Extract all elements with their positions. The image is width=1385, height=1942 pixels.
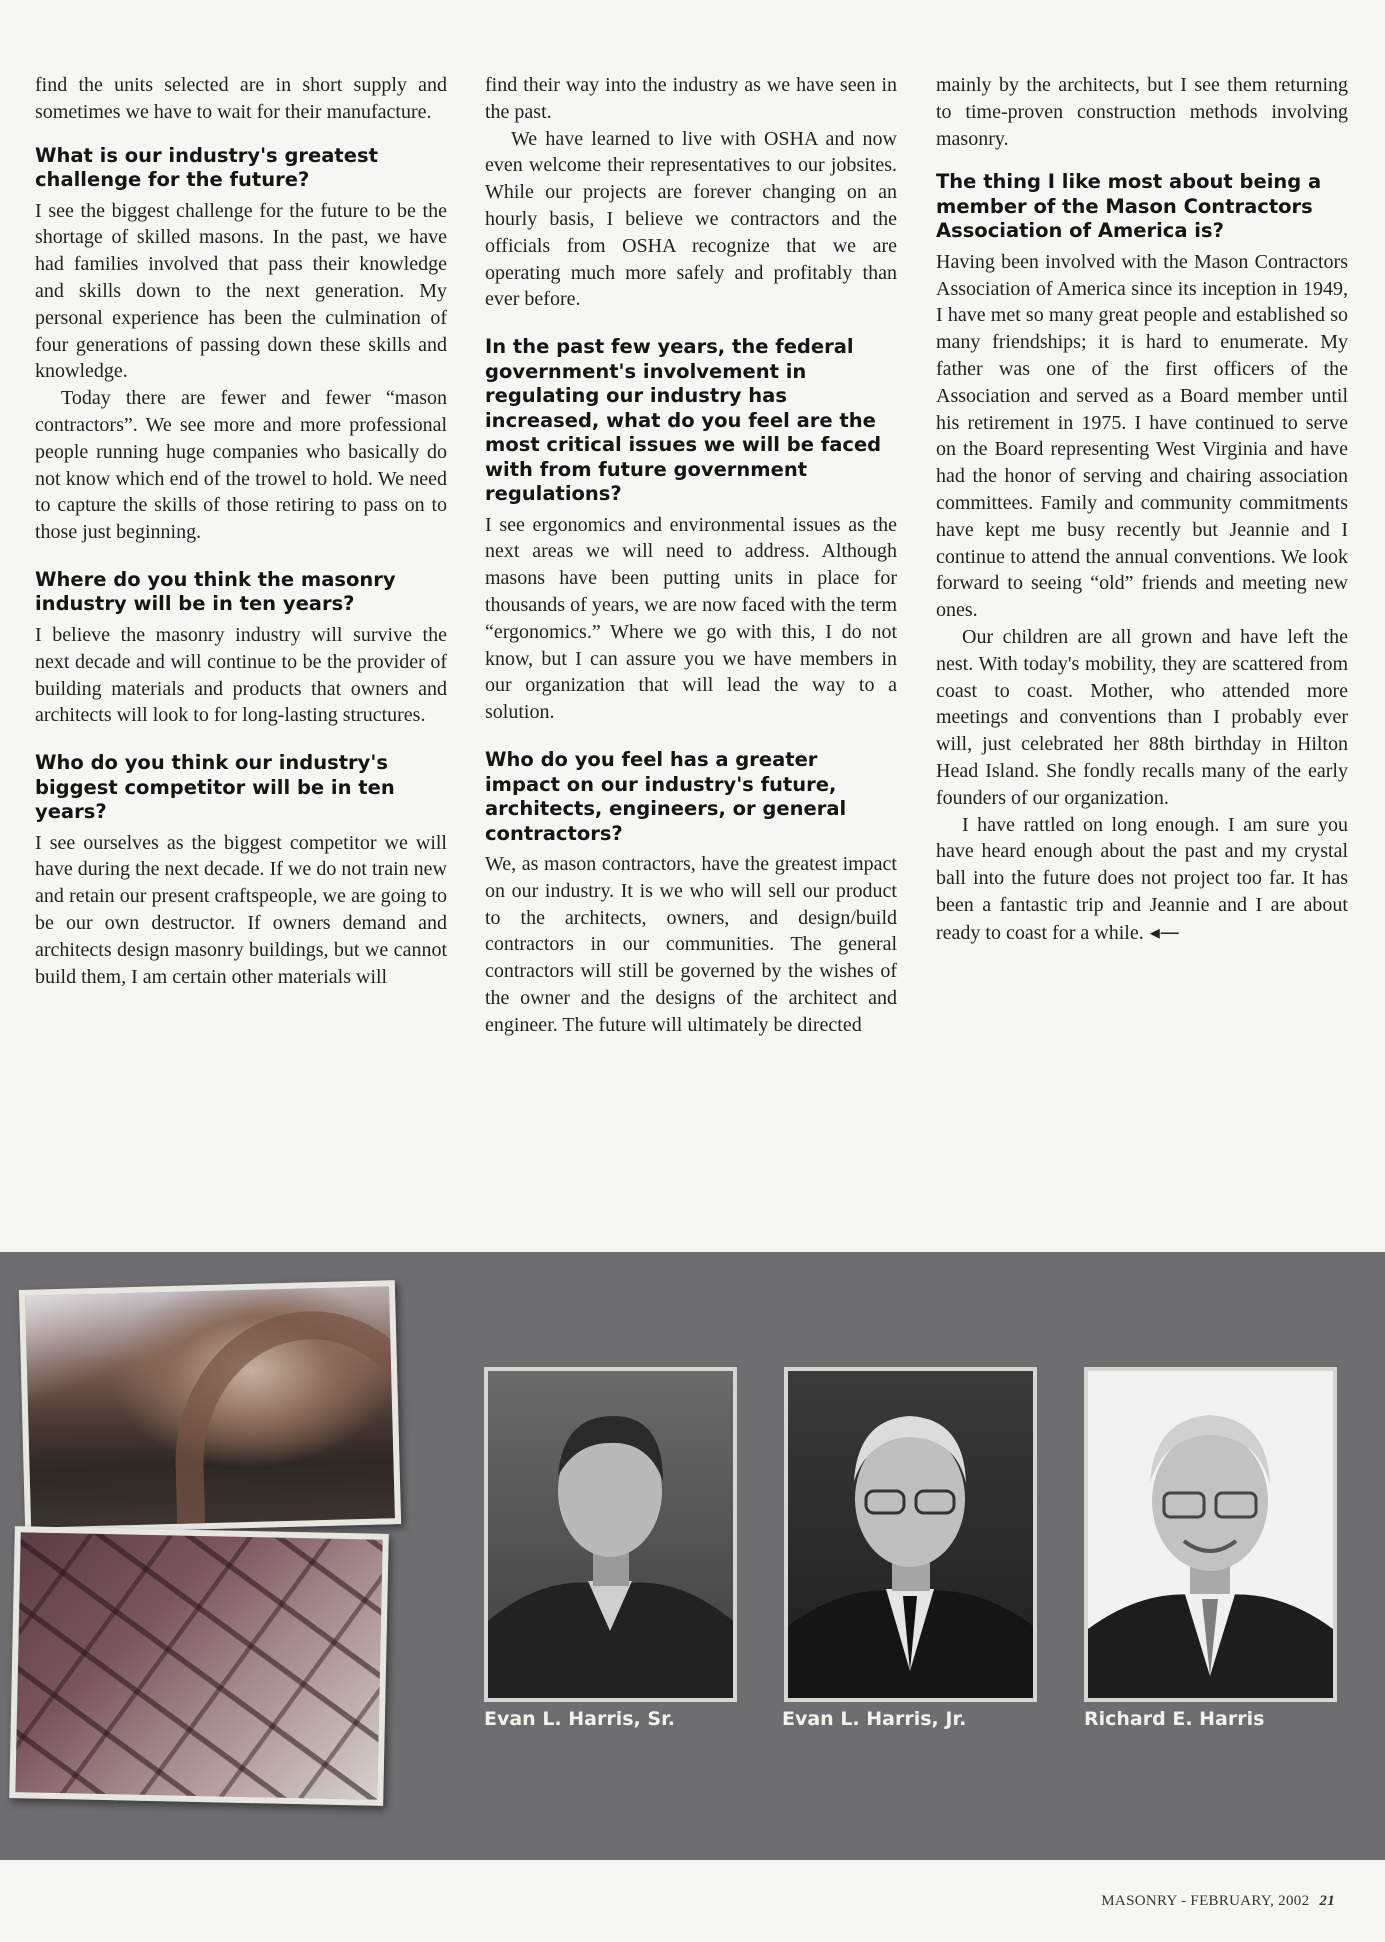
paragraph: Our children are all grown and have left the nest. With today's mobility, they are scattered from coast to coast. Mother, who attended more meetings and conventions than I probably ever will, just celebrated her 88th birthday in Hilton Head Island. She fondly recalls many of the early founders of our organization. [936,626,1348,809]
paragraph: I see ourselves as the biggest competitor we will have during the next decade. If we do not train new and retain our present craftspeople, we are going to be our own destructor. If owners demand and architects design masonry buildings, but we cannot build them, I am certain other materials will [35,831,447,988]
paragraph: I see the biggest challenge for the future to be the shortage of skilled masons. In the past, we have had families involved that pass their knowledge and skills down to the next generation. My personal experience has been the culmination of four generations of passing down these skills and knowledge. [35,199,447,383]
paragraph: We, as mason contractors, have the greatest impact on our industry. It is we who will sell our product to the architects, owners, and design/build contractors in our communities. The general contractors will still be governed by the wishes of the owner and the designs of the architect and engineer. The future will ultimately be directed [485,853,897,1036]
paragraph: find the units selected are in short supply and sometimes we have to wait for their manufacture. [35,74,447,123]
portrait-man-glasses-image [788,1371,1033,1698]
end-mark-icon: ◂— [1149,919,1180,944]
paragraph [936,812,1348,947]
paragraph: mainly by the architects, but I see them returning to time-proven construction methods involving masonry. [936,74,1348,150]
article-column-3 [936,72,1348,947]
portrait-man-smiling-image [1088,1371,1333,1698]
article-column-2 [485,72,897,1039]
question-heading: The thing I like most about being a member of the Mason Contractors Association of America is? [936,170,1322,243]
portrait-evan-harris-jr [784,1367,1037,1702]
portrait-richard-harris [1084,1367,1337,1702]
question-heading: Who do you feel has a greater impact on our industry's future, architects, engineers, or general contractors? [485,748,847,845]
stone-arch-photo [19,1280,401,1534]
photo-caption: Evan L. Harris, Jr. [782,1708,967,1730]
closing-text: I have rattled on long enough. I am sure you have heard enough about the past and my crystal ball into the future does not project too far. It has been a fantastic trip and Jeannie and I are about ready to coast for a while. [936,813,1348,944]
article-column-1 [35,72,447,990]
paragraph: Today there are fewer and fewer “mason contractors”. We see more and more professional people running huge companies who basically do not know which end of the trowel to hold. We need to capture the skills of those retiring to pass on to those just beginning. [35,387,447,544]
question-heading: In the past few years, the federal government's involvement in regulating our industry has increased, what do you feel are the most critical issues we will be faced with from future government regulations? [485,335,882,506]
question-heading: Who do you think our industry's biggest competitor will be in ten years? [35,751,395,824]
question-heading: What is our industry's greatest challenge for the future? [35,143,378,192]
question-heading: Where do you think the masonry industry will be in ten years? [35,567,396,616]
page-number: 21 [1319,1893,1335,1909]
paragraph: find their way into the industry as we have seen in the past. [485,74,897,123]
photo-caption: Richard E. Harris [1084,1708,1265,1730]
publication-info: MASONRY - FEBRUARY, 2002 [1101,1893,1310,1909]
paragraph: Having been involved with the Mason Contractors Association of America since its inception in 1949, I have met so many great people and established so many friendships; it is hard to enumerate. My father was one of the first officers of the Association and served as a Board member until his retirement in 1975. I have continued to serve on the Board representing West Virginia and have had the honor of serving and chairing association committees. Family and community commitments have kept me busy recently but Jeannie and I continue to attend the annual conventions. We look forward to seeing “old” friends and meeting new ones. [936,250,1348,622]
portrait-young-man-image [488,1371,733,1698]
page-footer [1101,1893,1335,1910]
stonework-photo [9,1526,389,1806]
photo-caption: Evan L. Harris, Sr. [484,1708,675,1730]
paragraph: I see ergonomics and environmental issues as the next areas we will need to address. Although masons have been putting units in place for thousands of years, we are now faced with the term “ergonomics.” Where we go with this, I do not know, but I can assure you we have members in our organization that will lead the way to a solution. [485,513,897,724]
paragraph: I believe the masonry industry will survive the next decade and will continue to be the provider of building materials and products that owners and architects will look to for long-lasting structures. [35,623,447,727]
paragraph: We have learned to live with OSHA and now even welcome their representatives to our jobsites. While our projects are forever changing on an hourly basis, I believe we contractors and the officials from OSHA recognize that we are operating much more safely and profitably than ever before. [485,127,897,311]
portrait-evan-harris-sr [484,1367,737,1702]
